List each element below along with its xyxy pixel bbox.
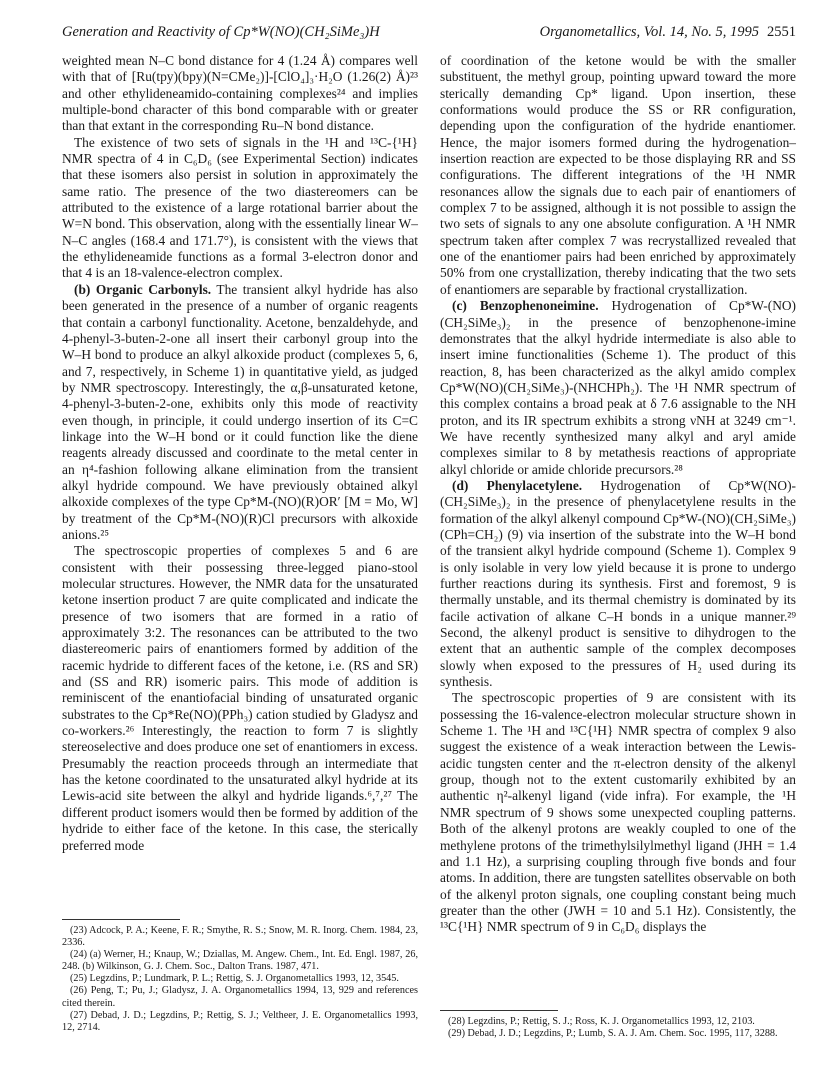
footnotes-right: [440, 1016, 796, 1040]
right-column: [440, 53, 796, 936]
paragraph-text: Hydrogenation of Cp*W-(NO)(CH₂SiMe₃)₂ in the presence of benzophenone-imine demonstrates that the alkyl hydride intermediate is also able to insert imine functionalities (Scheme 1). The product of this reaction, 8, has been characterized as the alkyl amido complex Cp*W(NO)(CH₂SiMe₃)-(NHCHPh₂). The ¹H NMR spectrum of this complex contains a broad peak at δ 7.6 assignable to the NH proton, and its IR spectrum exhibits a strong νNH at 3249 cm⁻¹. We have recently synthesized many alkyl and aryl amide complexes similar to 8 by metathesis reactions of appropriate alkyl chloride or amide chloride precursors.²⁸: [440, 298, 797, 477]
section-heading: (d) Phenylacetylene.: [452, 477, 583, 493]
paragraph-text: Hydrogenation of Cp*W(NO)-(CH₂SiMe₃)₂ in the presence of phenylacetylene results in the formation of the alkyl alkenyl compound Cp*W-(NO)(CH₂SiMe₃)(CPh=CH₂) (9) via insertion of the substrate into the W–H bond of the transient alkyl hydride compound (Scheme 1). Complex 9 is only isolable in very low yield because it is prone to undergo further reactions during its synthesis. First and foremost, 9 is thermally unstable, and its thermal chemistry is dominated by its facile activation of alkane C–H bonds in a unique manner.²⁹ Second, the alkenyl product is sensitive to dihydrogen to the extent that an authentic sample of the complex decomposes slowly when exposed to the pressures of H₂ used during its synthesis.: [440, 477, 796, 690]
footnote: (25) Legzdins, P.; Lundmark, P. L.; Rettig, S. J. Organometallics 1993, 12, 3545.: [70, 973, 399, 985]
left-column: [62, 53, 418, 854]
paragraph: The spectroscopic properties of 9 are consistent with its possessing the 16-valence-electron molecular structure shown in Scheme 1. The ¹H and ¹³C{¹H} NMR spectra of complex 9 also suggest the existence of a weak interaction between the Lewis-acidic tungsten center and the π-electron density of the alkenyl group, though not to the extent customarily exhibited by an authentic η²-alkenyl ligand (vide infra). For example, the ¹H NMR spectrum of 9 shows some unexpected coupling patterns. Both of the alkenyl protons are weakly coupled to one of the methylene protons of the trimethylsilylmethyl ligand (JHH = 1.4 and 1.1 Hz), a surprising coupling through five bonds and four atoms. In addition, there are tungsten satellites observable on both of the alkenyl proton signals, one coupling constant being much greater than the other (JWH = 10 and 5.1 Hz). Consistently, the ¹³C{¹H} NMR spectrum of 9 in C₆D₆ displays the: [440, 690, 796, 935]
page-number: 2551: [767, 24, 796, 40]
paragraph: [62, 282, 418, 544]
paragraph: The spectroscopic properties of complexes 5 and 6 are consistent with their possessing three-legged piano-stool molecular structures. However, the NMR data for the unsaturated ketone insertion product 7 are quite complicated and indicate the presence of two isomers that are formed in a ratio of approximately 3:2. The resonances can be attributed to the two diastereomeric pairs of enantiomers formed by addition of the racemic hydride to different faces of the ketone, i.e. (RS and SR) and (SS and RR) isomeric pairs. This mode of addition is reminiscent of the enantiofacial binding of unsaturated organic substrates to the Cp*Re(NO)(PPh₃) cation studied by Gladysz and co-workers.²⁶ Interestingly, the reaction to form 7 is slightly stereoselective and does produce one set of enantiomers in excess. Presumably the reaction proceeds through an intermediate that has the ketone coordinated to the unsaturated alkyl hydride at its Lewis-acid site between the alkyl and hydride ligands.⁶,⁷,²⁷ The different product isomers would then be formed by addition of the hydride to either face of the ketone. In this case, the sterically preferred mode: [62, 543, 418, 853]
paragraph: weighted mean N–C bond distance for 4 (1.24 Å) compares well with that of [Ru(tpy)(bpy)(N=CMe₂)]-[ClO₄]₃·H₂O (1.26(2) Å)²³ and other ethylideneamido-containing complexes²⁴ and implies multiple-bond character of this bond comparable with or greater than that extant in the corresponding Ru–N bond distance.: [62, 53, 418, 134]
journal-citation: [540, 24, 796, 41]
section-heading: (b) Organic Carbonyls.: [74, 281, 212, 297]
running-title: Generation and Reactivity of Cp*W(NO)(CH₂SiMe₃)H: [62, 24, 380, 40]
footnote: (23) Adcock, P. A.; Keene, F. R.; Smythe, R. S.; Snow, M. R. Inorg. Chem. 1984, 23, 2336.: [62, 925, 418, 949]
footnote: (29) Debad, J. D.; Legzdins, P.; Lumb, S. A. J. Am. Chem. Soc. 1995, 117, 3288.: [448, 1028, 778, 1040]
footnotes-left: [62, 925, 418, 1034]
footnote: (27) Debad, J. D.; Legzdins, P.; Rettig, S. J.; Veltheer, J. E. Organometallics 1993, 12, 2714.: [62, 1009, 418, 1033]
footnote: (26) Peng, T.; Pu, J.; Gladysz, J. A. Organometallics 1994, 13, 929 and references cited therein.: [62, 985, 418, 1009]
footnote: (24) (a) Werner, H.; Knaup, W.; Dziallas, M. Angew. Chem., Int. Ed. Engl. 1987, 26, 248. (b) Wilkinson, G. J. Chem. Soc., Dalton Trans. 1987, 471.: [62, 949, 418, 973]
journal-name: Organometallics, Vol. 14, No. 5, 1995: [539, 24, 759, 40]
paragraph: The existence of two sets of signals in the ¹H and ¹³C-{¹H} NMR spectra of 4 in C₆D₆ (see Experimental Section) indicates that these isomers also persist in solution in approximately the same ratio. The presence of the two diastereomers can be attributed to the existence of a large rotational barrier about the W=N bond. This observation, along with the essentially linear W–N–C angles (168.4 and 171.7°), is consistent with the views that the ethylideneamide functions as a formal 3-electron donor and that 4 is an 18-valence-electron complex.: [62, 134, 418, 281]
footnote-rule: [62, 919, 180, 920]
paragraph: [440, 298, 796, 478]
footnote-rule: [440, 1010, 558, 1011]
running-header: [62, 24, 796, 44]
paragraph: [440, 478, 796, 690]
paragraph: of coordination of the ketone would be with the smaller substituent, the methyl group, pointing upward toward the more sterically demanding Cp* ligand. Upon insertion, these conformations would produce the SS or RR configuration, depending upon the configuration of the hydride enantiomer. Hence, the major isomers formed during the hydrogenation–insertion reaction are expected to be those displaying RR and SS configurations. The different integrations of the ¹H NMR resonances allow the signals due to each pair of enantiomers of complex 7 to be assigned, although it is not possible to assign the two sets of signals to any one absolute configuration. A ¹H NMR spectrum taken after complex 7 was recrystallized revealed that one of the enantiomer pairs had been enriched by approximately 50% from one crystallization, thereby indicating that the two sets of enantiomers are separable by fractional crystallization.: [440, 53, 796, 297]
section-heading: (c) Benzophenoneimine.: [452, 298, 599, 314]
paragraph-text: The transient alkyl hydride has also been generated in the presence of a number of organic reagents that contain a carbonyl functionality. Acetone, benzaldehyde, and 4-phenyl-3-buten-2-one all insert their carbonyl group into the W–H bond to produce an alkyl alkoxide product (complexes 5, 6, and 7, respectively, in Scheme 1) in quantitative yield, as judged by NMR spectroscopy. Interestingly, the α,β-unsaturated ketone, 4-phenyl-3-buten-2-one, exhibits only this mode of reactivity even though, in principle, it could undergo insertion of its C=C linkage into the W–H bond or it could function like the diene reagents already discussed and coordinate to the metal center in an η⁴-fashion following alkane elimination from the transient alkyl hydride compound. We have previously obtained alkyl alkoxide complexes of the type Cp*M-(NO)(R)OR′ [M = Mo, W] by treatment of the Cp*M-(NO)(R)Cl precursors with alkoxide anions.²⁵: [62, 281, 419, 542]
footnote: (28) Legzdins, P.; Rettig, S. J.; Ross, K. J. Organometallics 1993, 12, 2103.: [448, 1016, 755, 1027]
